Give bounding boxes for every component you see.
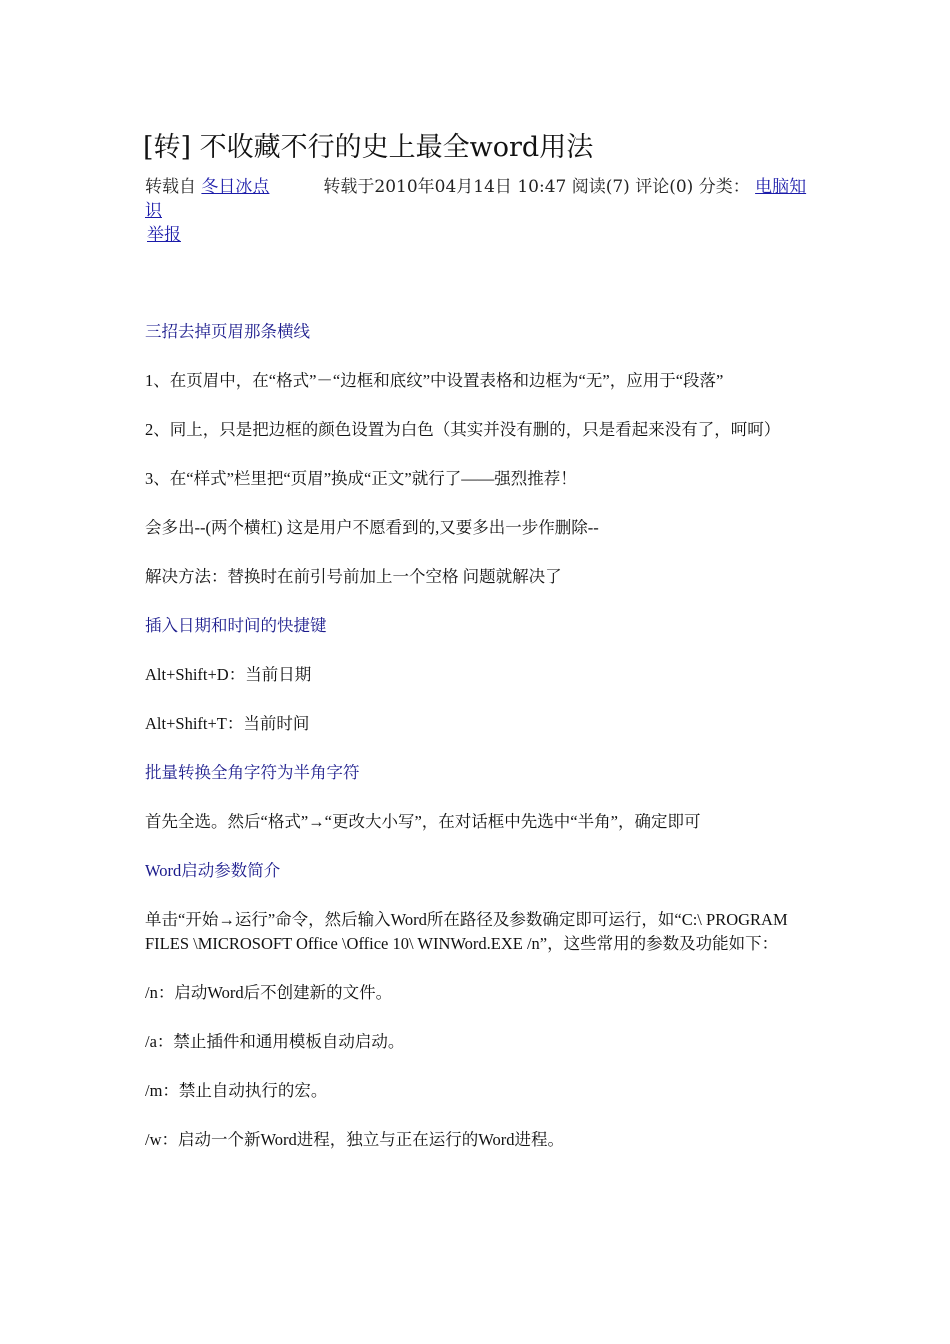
article-body	[145, 320, 815, 1177]
paragraph-step-2: 2、同上，只是把边框的颜色设置为白色（其实并没有删的，只是看起来没有了，呵呵）	[145, 420, 781, 439]
article-meta	[145, 175, 815, 247]
paragraph-param-w: /w：启动一个新Word进程，独立与正在运行的Word进程。	[145, 1130, 564, 1149]
paragraph-param-n: /n：启动Word后不创建新的文件。	[145, 983, 393, 1002]
paragraph-halfwidth-steps: 首先全选。然后“格式”→“更改大小写”，在对话框中先选中“半角”，确定即可	[145, 812, 701, 831]
report-link[interactable]: 举报	[147, 225, 181, 245]
paragraph-step-1: 1、在页眉中，在“格式”－“边框和底纹”中设置表格和边框为“无”，应用于“段落”	[145, 371, 724, 390]
source-author-link[interactable]: 冬日冰点	[201, 177, 270, 197]
article-title: [转] 不收藏不行的史上最全word用法	[143, 132, 594, 163]
paragraph-solution: 解决方法：替换时在前引号前加上一个空格 问题就解决了	[145, 567, 562, 586]
paragraph-shortcut-time: Alt+Shift+T：当前时间	[145, 714, 310, 733]
paragraph-note: 会多出--(两个横杠) 这是用户不愿看到的,又要多出一步作删除--	[145, 518, 599, 537]
section-heading-header-line: 三招去掉页眉那条横线	[145, 322, 310, 341]
paragraph-param-m: /m：禁止自动执行的宏。	[145, 1081, 328, 1100]
section-heading-startup-params: Word启动参数简介	[145, 861, 281, 880]
section-heading-halfwidth: 批量转换全角字符为半角字符	[145, 763, 360, 782]
section-heading-date-time: 插入日期和时间的快捷键	[145, 616, 327, 635]
paragraph-shortcut-date: Alt+Shift+D：当前日期	[145, 665, 312, 684]
paragraph-startup-intro: 单击“开始→运行”命令，然后输入Word所在路径及参数确定即可运行，如“C:\ PROGRAM FILES \MICROSOFT Office \Office 10\ WINWord.EXE /n”，这些常用的参数及功能如下：	[145, 910, 788, 953]
repost-info: 转载于2010年04月14日 10:47 阅读(7) 评论(0) 分类：	[323, 177, 750, 197]
source-prefix: 转载自	[145, 177, 196, 197]
paragraph-param-a: /a：禁止插件和通用模板自动启动。	[145, 1032, 405, 1051]
paragraph-step-3: 3、在“样式”栏里把“页眉”换成“正文”就行了——强烈推荐！	[145, 469, 577, 488]
category-link[interactable]: 电脑知识	[145, 177, 807, 221]
